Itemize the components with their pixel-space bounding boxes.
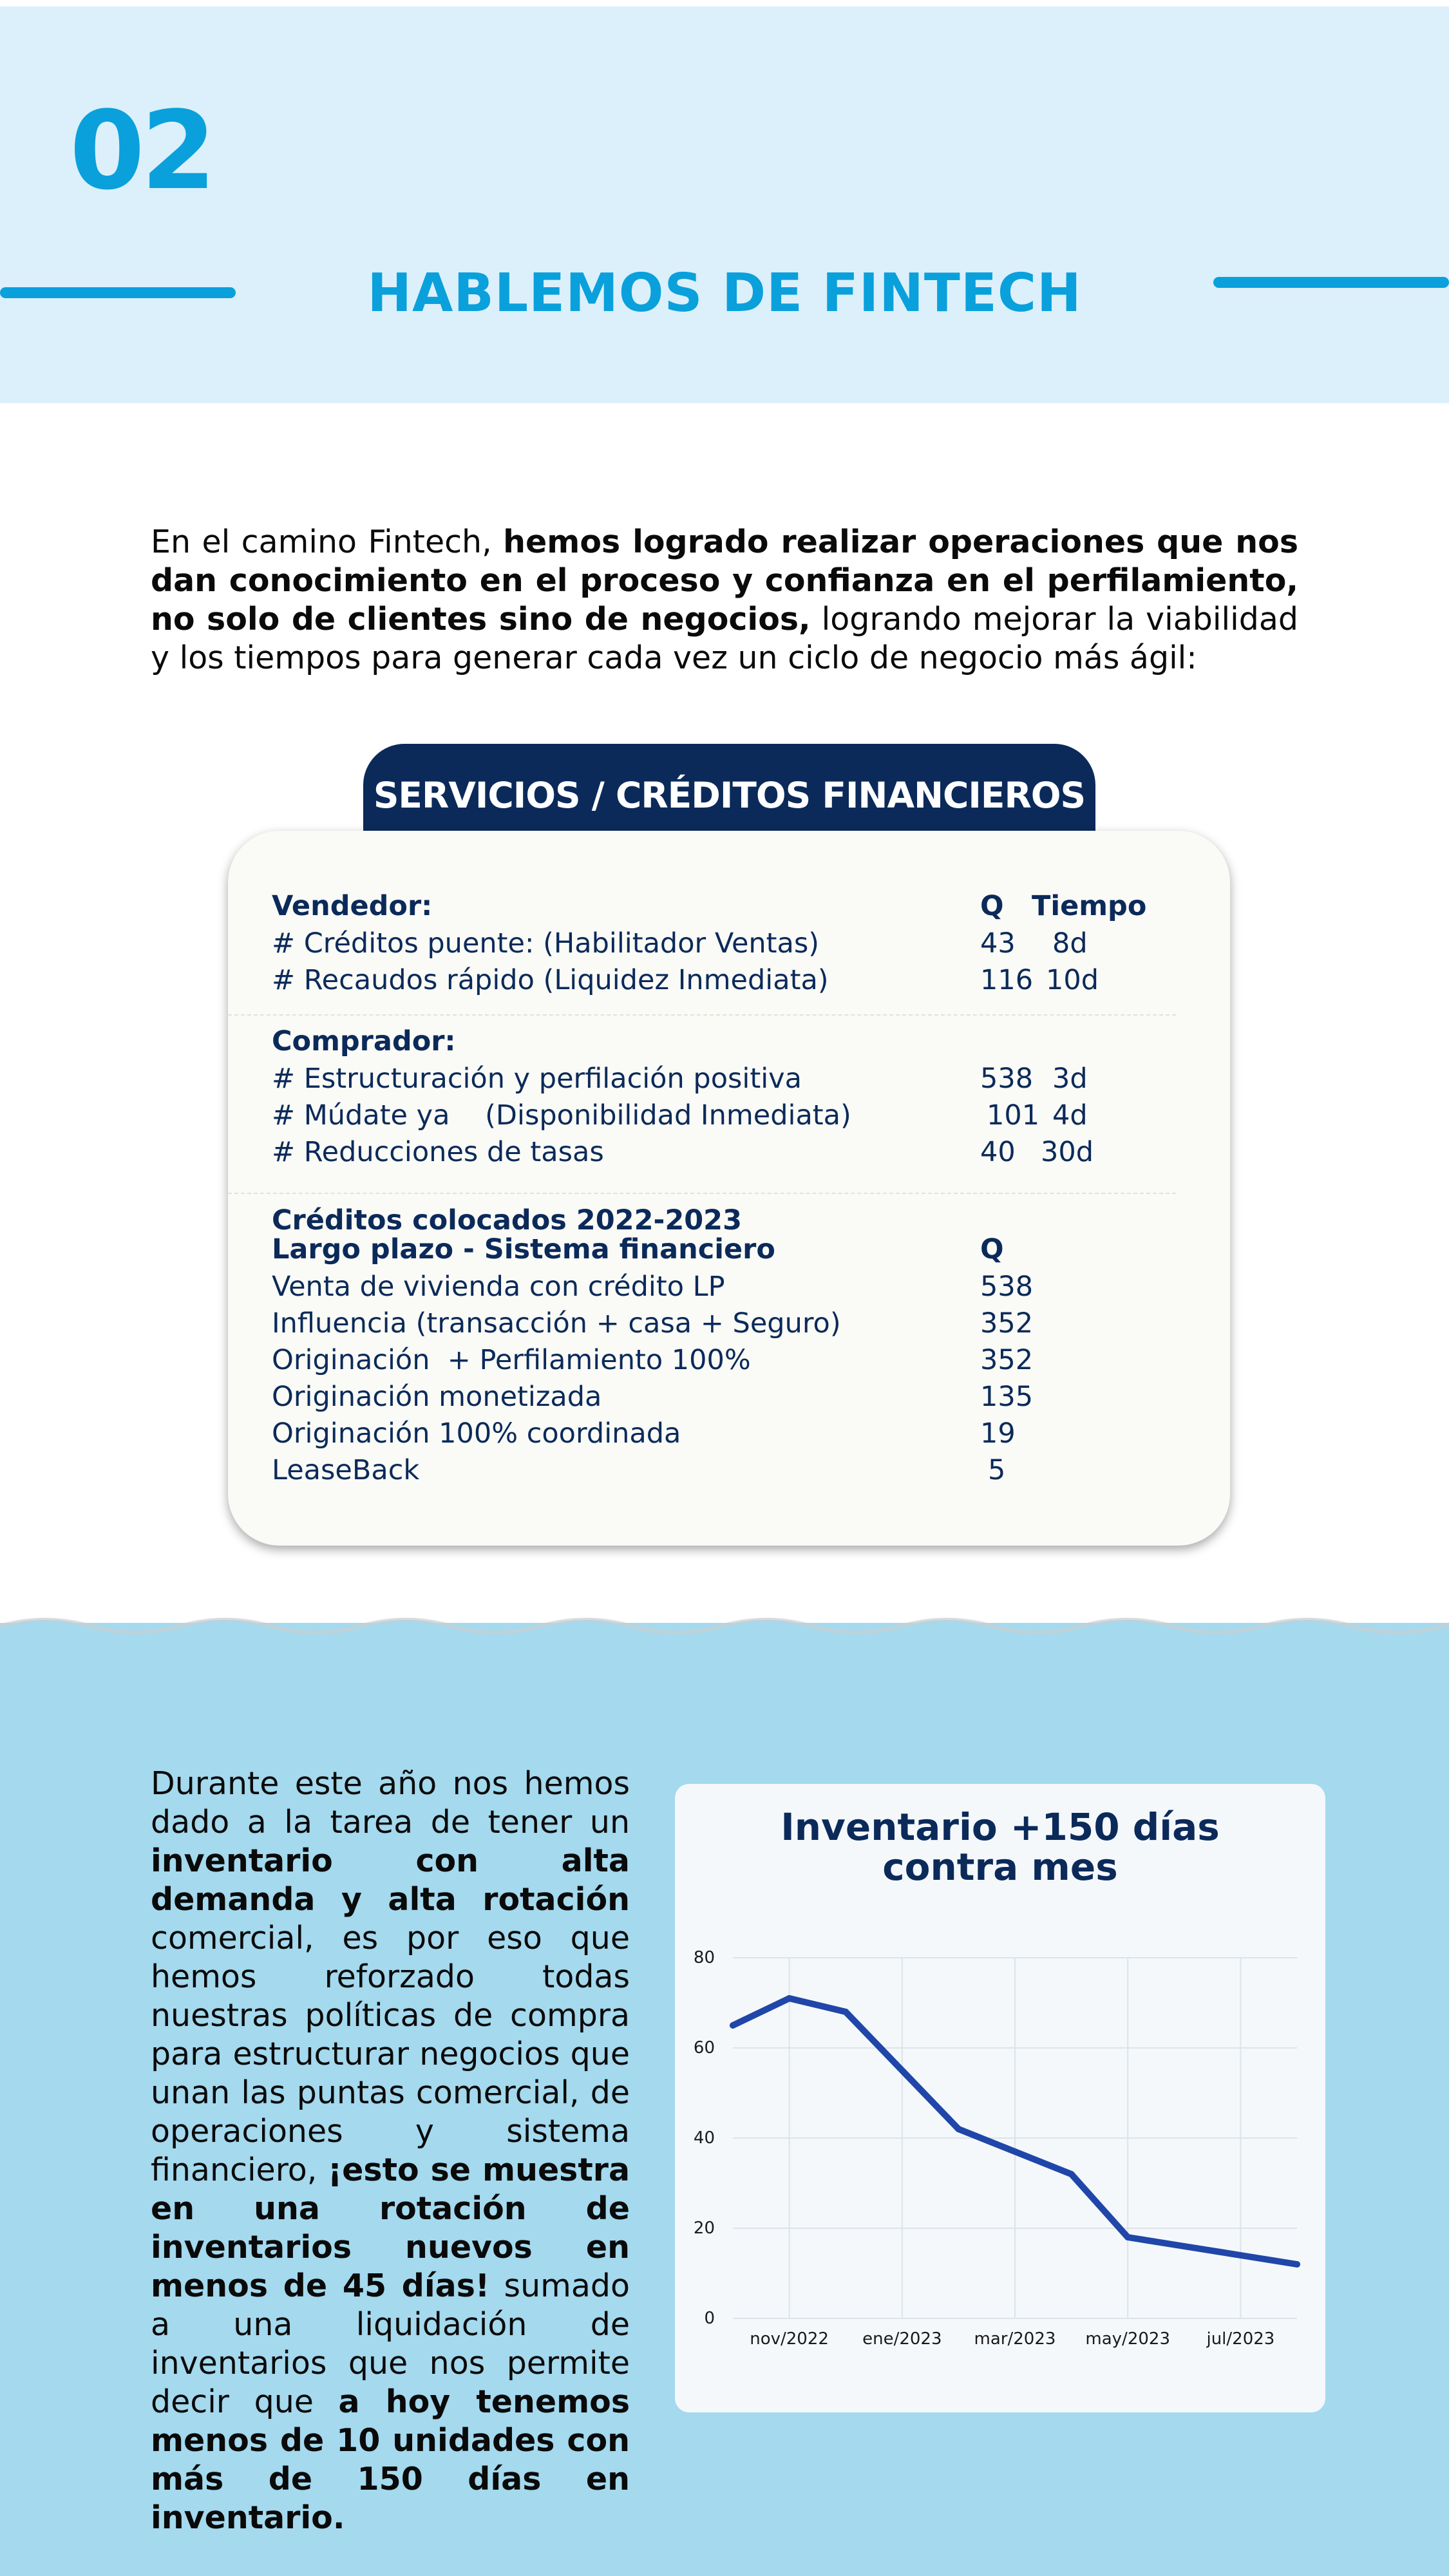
wave-divider bbox=[0, 1607, 1449, 1645]
header-band bbox=[0, 6, 1449, 403]
intro-text-1: En el camino Fintech, bbox=[151, 524, 504, 560]
row-tiempo: 10d bbox=[1046, 964, 1099, 996]
para-bold-1: inventario con alta demanda y alta rotación bbox=[151, 1842, 630, 1918]
table-row bbox=[272, 927, 1186, 963]
intro-bold-1: hemos logrado realizar operaciones que nos dan conocimiento en el proceso y confianza en el perfilamiento, no solo de clientes sino de negocios, bbox=[151, 524, 1298, 638]
data-point bbox=[1012, 2148, 1018, 2155]
chart-title-line-1: Inventario +150 días bbox=[781, 1805, 1220, 1849]
comprador-heading: Comprador: bbox=[272, 1025, 456, 1057]
row-q: 538 bbox=[980, 1271, 1034, 1303]
data-point bbox=[786, 1995, 793, 2002]
row-tiempo: 8d bbox=[1052, 927, 1088, 960]
row-q: 40 bbox=[980, 1136, 1016, 1168]
creditos-heading-2: Largo plazo - Sistema financiero bbox=[272, 1233, 775, 1265]
row-label: # Múdate ya (Disponibilidad Inmediata) bbox=[272, 1099, 851, 1132]
y-tick-label: 40 bbox=[693, 2128, 715, 2148]
row-q: 116 bbox=[980, 964, 1034, 996]
row-q: 43 bbox=[980, 927, 1016, 960]
row-tiempo: 4d bbox=[1052, 1099, 1088, 1132]
para-bold-3: a hoy tenemos menos de 10 unidades con más de 150 días en inventario. bbox=[151, 2383, 630, 2536]
row-q: 135 bbox=[980, 1381, 1034, 1413]
x-tick-label: mar/2023 bbox=[974, 2329, 1056, 2349]
y-tick-label: 60 bbox=[693, 2038, 715, 2058]
para-text-3: sumado a una liquidación de inventarios que nos permite decir que bbox=[151, 2268, 630, 2420]
row-label: # Recaudos rápido (Liquidez Inmediata) bbox=[272, 964, 829, 996]
row-q: 19 bbox=[980, 1417, 1016, 1450]
row-label: # Créditos puente: (Habilitador Ventas) bbox=[272, 927, 820, 960]
data-point bbox=[1068, 2171, 1075, 2177]
table-row bbox=[272, 1099, 1186, 1135]
services-card bbox=[228, 831, 1230, 1546]
row-tiempo: 3d bbox=[1052, 1063, 1088, 1095]
row-label: Originación + Perfilamiento 100% bbox=[272, 1344, 751, 1376]
page-title: HABLEMOS DE FINTECH bbox=[367, 263, 1082, 324]
row-q: 352 bbox=[980, 1307, 1034, 1340]
row-q: 5 bbox=[988, 1454, 1006, 1486]
para-text-1: Durante este año nos hemos dado a la tarea de tener un bbox=[151, 1765, 630, 1841]
x-tick-label: jul/2023 bbox=[1206, 2329, 1275, 2349]
section-divider bbox=[228, 1014, 1176, 1016]
data-point bbox=[955, 2126, 961, 2132]
row-label: Influencia (transacción + casa + Seguro) bbox=[272, 1307, 841, 1340]
row-q: 101 bbox=[987, 1099, 1040, 1132]
row-label: Venta de vivienda con crédito LP bbox=[272, 1271, 725, 1303]
row-label: Originación monetizada bbox=[272, 1381, 602, 1413]
x-tick-label: ene/2023 bbox=[862, 2329, 942, 2349]
tiempo-column-header: Tiempo bbox=[1032, 890, 1147, 922]
table-row bbox=[272, 1307, 1186, 1343]
creditos-heading-1: Créditos colocados 2022-2023 bbox=[272, 1204, 743, 1236]
q-column-header: Q bbox=[980, 1233, 1004, 1265]
creditos-heading-row-2 bbox=[272, 1233, 1186, 1269]
x-tick-label: may/2023 bbox=[1085, 2329, 1170, 2349]
x-tick-label: nov/2022 bbox=[750, 2329, 829, 2349]
data-point bbox=[1294, 2261, 1300, 2268]
y-tick-label: 80 bbox=[693, 1948, 715, 1967]
row-tiempo: 30d bbox=[1041, 1136, 1094, 1168]
intro-paragraph bbox=[151, 523, 1298, 677]
table-row bbox=[272, 1417, 1186, 1454]
inventory-paragraph bbox=[151, 1765, 630, 2537]
table-row bbox=[272, 964, 1186, 1000]
row-q: 352 bbox=[980, 1344, 1034, 1376]
row-q: 538 bbox=[980, 1063, 1034, 1095]
table-row bbox=[272, 1454, 1186, 1490]
table-row bbox=[272, 1271, 1186, 1307]
para-text-2: comercial, es por eso que hemos reforzado todas nuestras políticas de compra para estructurar negocios que unan las puntas comercial, de operaciones y sistema financiero, bbox=[151, 1920, 630, 2188]
row-label: LeaseBack bbox=[272, 1454, 420, 1486]
data-point bbox=[1181, 2243, 1188, 2249]
data-point bbox=[1124, 2234, 1131, 2240]
table-row bbox=[272, 1063, 1186, 1099]
row-label: Originación 100% coordinada bbox=[272, 1417, 681, 1450]
q-column-header: Q bbox=[980, 890, 1004, 922]
vendedor-heading: Vendedor: bbox=[272, 890, 433, 922]
para-bold-2: ¡esto se muestra en una rotación de inventarios nuevos en menos de 45 días! bbox=[151, 2152, 630, 2304]
row-label: # Estructuración y perfilación positiva bbox=[272, 1063, 802, 1095]
table-row bbox=[272, 1136, 1186, 1172]
table-row bbox=[272, 1381, 1186, 1417]
chart-title-line-2: contra mes bbox=[882, 1845, 1118, 1889]
inventory-line-chart bbox=[675, 1784, 1325, 2412]
intro-text-2: logrando mejorar la viabilidad y los tiempos para generar cada vez un ciclo de negocio más ágil: bbox=[151, 601, 1298, 676]
comprador-heading-row bbox=[272, 1025, 1186, 1061]
vendedor-heading-row bbox=[272, 890, 1186, 926]
section-divider bbox=[228, 1193, 1176, 1194]
y-tick-label: 20 bbox=[693, 2219, 715, 2238]
section-number: 02 bbox=[70, 88, 213, 214]
y-tick-label: 0 bbox=[704, 2309, 715, 2328]
data-point bbox=[1237, 2252, 1244, 2259]
chart-card bbox=[675, 1784, 1325, 2412]
data-point bbox=[899, 2067, 905, 2074]
table-row bbox=[272, 1344, 1186, 1380]
data-point bbox=[730, 2022, 736, 2029]
services-card-tab: SERVICIOS / CRÉDITOS FINANCIEROS bbox=[363, 744, 1095, 834]
data-point bbox=[842, 2009, 849, 2015]
row-label: # Reducciones de tasas bbox=[272, 1136, 604, 1168]
